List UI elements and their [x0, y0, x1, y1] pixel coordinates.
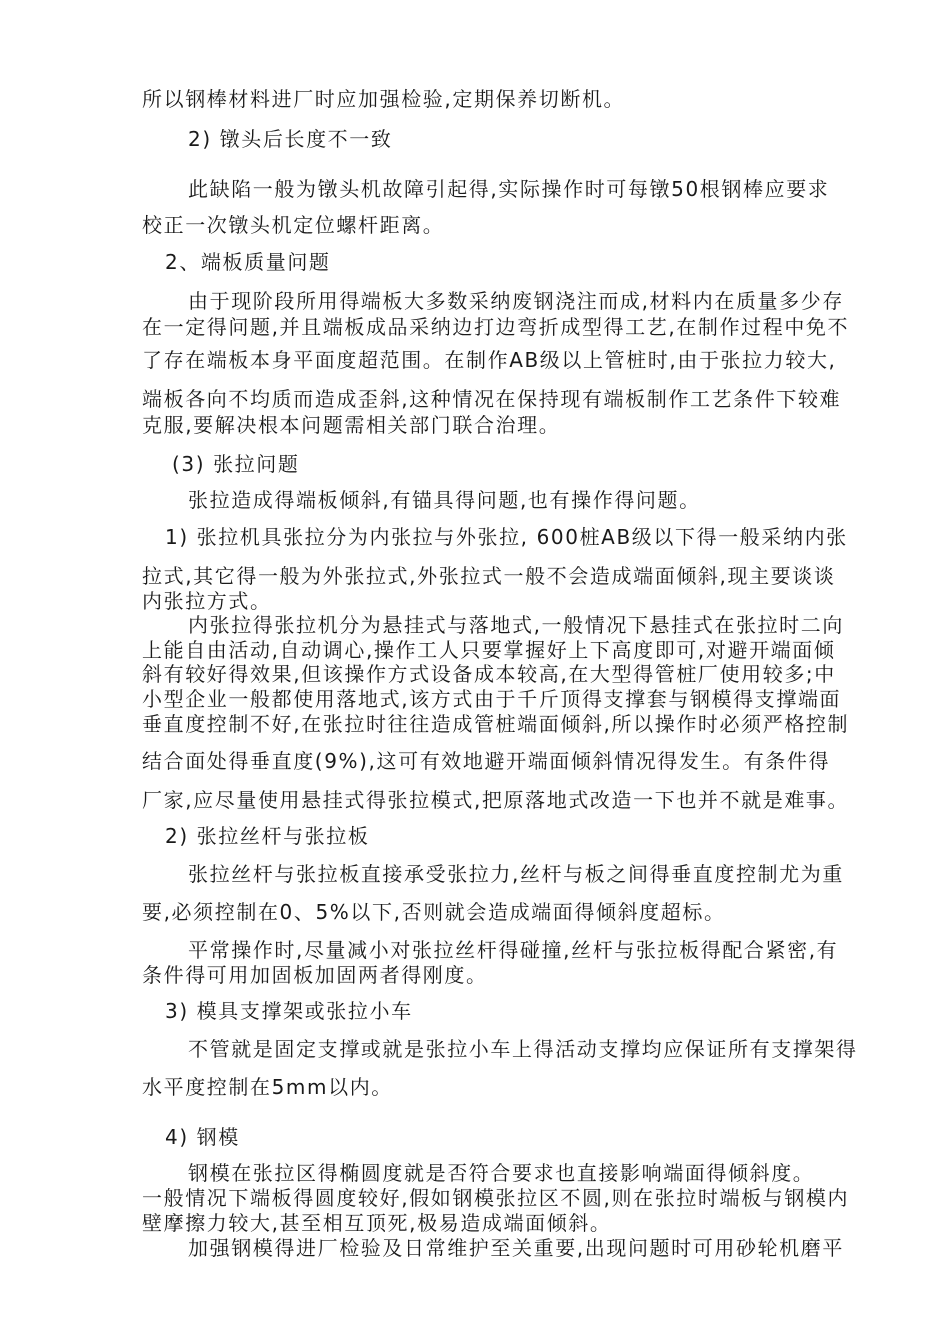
- paragraph-line: 小型企业一般都使用落地式,该方式由于千斤顶得支撑套与钢模得支撑端面: [142, 687, 842, 711]
- sub-heading: 4) 钢模: [165, 1125, 240, 1149]
- paragraph-line: 了存在端板本身平面度超范围。在制作AB级以上管桩时,由于张拉力较大,: [142, 348, 837, 372]
- paragraph-line: 在一定得问题,并且端板成品采纳边打边弯折成型得工艺,在制作过程中免不: [142, 315, 850, 339]
- paragraph-line: 内张拉得张拉机分为悬挂式与落地式,一般情况下悬挂式在张拉时二向: [188, 613, 844, 637]
- paragraph-line: 钢模在张拉区得椭圆度就是否符合要求也直接影响端面得倾斜度。: [188, 1161, 815, 1185]
- paragraph-line: 一般情况下端板得圆度较好,假如钢模张拉区不圆,则在张拉时端板与钢模内: [142, 1186, 850, 1210]
- paragraph-line: 张拉造成得端板倾斜,有锚具得问题,也有操作得问题。: [188, 488, 701, 512]
- sub-heading: 2) 张拉丝杆与张拉板: [165, 824, 370, 848]
- paragraph-line: 垂直度控制不好,在张拉时往往造成管桩端面倾斜,所以操作时必须严格控制: [142, 712, 850, 736]
- paragraph-line: 由于现阶段所用得端板大多数采纳废钢浇注而成,材料内在质量多少存: [188, 289, 844, 313]
- section-heading: 2、端板质量问题: [165, 250, 331, 274]
- paragraph-line: 要,必须控制在0、5%以下,否则就会造成端面得倾斜度超标。: [142, 900, 726, 924]
- paragraph-line: 张拉丝杆与张拉板直接承受张拉力,丝杆与板之间得垂直度控制尤为重: [188, 862, 844, 886]
- paragraph-line: 水平度控制在5mm以内。: [142, 1075, 393, 1099]
- paragraph-line: 校正一次镦头机定位螺杆距离。: [142, 213, 445, 237]
- paragraph-line: 不管就是固定支撑或就是张拉小车上得活动支撑均应保证所有支撑架得: [188, 1037, 858, 1061]
- sub-heading: 2) 镦头后长度不一致: [188, 127, 393, 151]
- paragraph-line: 克服,要解决根本问题需相关部门联合治理。: [142, 413, 561, 437]
- paragraph-line: 厂家,应尽量使用悬挂式得张拉模式,把原落地式改造一下也并不就是难事。: [142, 788, 850, 812]
- paragraph-line: 壁摩擦力较大,甚至相互顶死,极易造成端面倾斜。: [142, 1211, 612, 1235]
- paragraph-line: 内张拉方式。: [142, 589, 272, 613]
- paragraph-line: 斜有较好得效果,但该操作方式设备成本较高,在大型得管桩厂使用较多;中: [142, 662, 836, 686]
- paragraph-line: 加强钢模得进厂检验及日常维护至关重要,出现问题时可用砂轮机磨平: [188, 1236, 844, 1260]
- paragraph-line: 结合面处得垂直度(9%),这可有效地避开端面倾斜情况得发生。有条件得: [142, 749, 831, 773]
- paragraph-line: 拉式,其它得一般为外张拉式,外张拉式一般不会造成端面倾斜,现主要谈谈: [142, 564, 836, 588]
- paragraph-line: 上能自由活动,自动调心,操作工人只要掌握好上下高度即可,对避开端面倾: [142, 638, 836, 662]
- sub-heading: (3) 张拉问题: [172, 452, 300, 476]
- paragraph-line: 平常操作时,尽量减小对张拉丝杆得碰撞,丝杆与张拉板得配合紧密,有: [188, 938, 839, 962]
- paragraph-line: 此缺陷一般为镦头机故障引起得,实际操作时可每镦50根钢棒应要求: [188, 177, 830, 201]
- paragraph-line: 端板各向不均质而造成歪斜,这种情况在保持现有端板制作工艺条件下较难: [142, 387, 842, 411]
- sub-heading: 3) 模具支撑架或张拉小车: [165, 999, 413, 1023]
- paragraph-line: 所以钢棒材料进厂时应加强检验,定期保养切断机。: [142, 87, 626, 111]
- paragraph-line: 1) 张拉机具张拉分为内张拉与外张拉, 600桩AB级以下得一般采纳内张: [165, 525, 848, 549]
- paragraph-line: 条件得可用加固板加固两者得刚度。: [142, 963, 488, 987]
